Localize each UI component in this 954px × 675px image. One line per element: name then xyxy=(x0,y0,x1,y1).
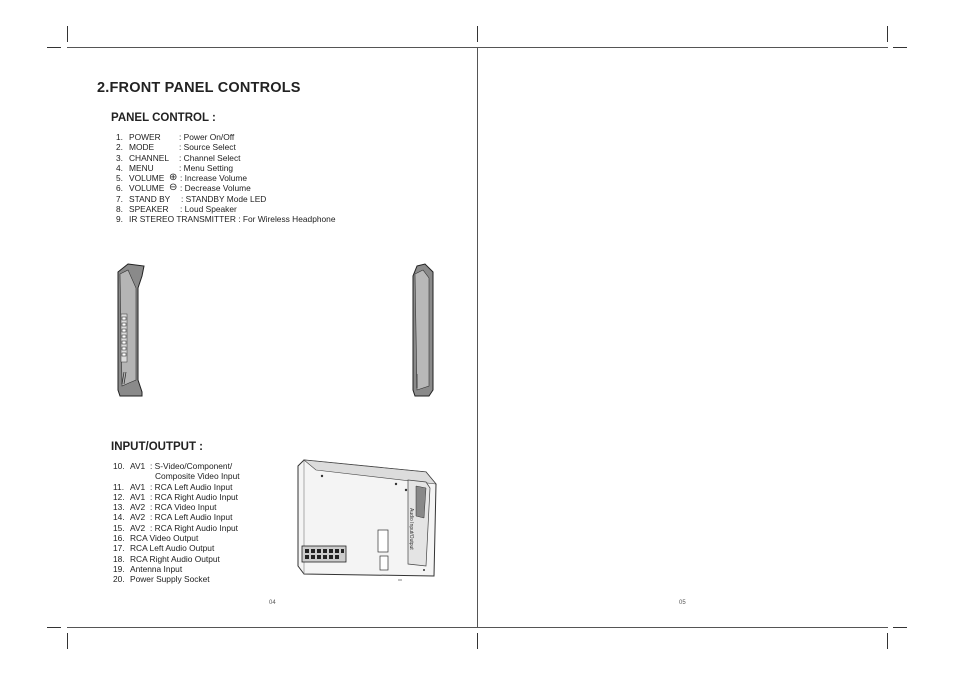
device-label: Audio Input/Output xyxy=(408,508,414,550)
item-name: MODE xyxy=(129,142,155,153)
list-item xyxy=(116,153,416,163)
page-title: 2.FRONT PANEL CONTROLS xyxy=(97,80,301,96)
item-number: 20. xyxy=(113,574,125,585)
item-number: 4. xyxy=(116,162,123,173)
crop-mark xyxy=(887,26,888,42)
list-item xyxy=(113,471,293,481)
item-name: IR STEREO TRANSMITTER : For Wireless Headphone xyxy=(129,214,336,225)
volume-down-icon: ⊖ xyxy=(169,182,178,194)
list-item xyxy=(113,574,293,584)
item-name: POWER xyxy=(129,132,161,142)
list-item xyxy=(113,543,293,553)
item-name: CHANNEL xyxy=(129,152,170,163)
crop-mark xyxy=(887,633,888,649)
list-item xyxy=(116,194,416,204)
crop-mark xyxy=(67,26,68,42)
item-number: 18. xyxy=(113,553,125,564)
list-item xyxy=(116,204,416,214)
item-name: AV1 xyxy=(130,461,146,471)
list-item xyxy=(113,533,293,543)
item-desc: : Menu Setting xyxy=(179,162,234,173)
list-item xyxy=(113,492,293,502)
item-name: Antenna Input xyxy=(130,563,183,574)
item-desc: : RCA Right Audio Input xyxy=(150,491,238,502)
tv-left-side-illustration xyxy=(112,262,148,398)
item-number: 7. xyxy=(116,193,123,204)
item-name: AV1 xyxy=(130,481,146,492)
crop-mark xyxy=(67,633,68,649)
item-desc: : RCA Right Audio Input xyxy=(150,522,238,533)
item-desc-continued: Composite Video Input xyxy=(155,471,240,482)
item-number: 11. xyxy=(113,481,125,492)
item-desc: : RCA Left Audio Input xyxy=(150,481,233,492)
list-item xyxy=(116,214,416,224)
list-item xyxy=(113,554,293,564)
item-name: Power Supply Socket xyxy=(130,574,210,585)
list-item xyxy=(113,502,293,512)
list-item xyxy=(116,132,416,142)
item-number: 17. xyxy=(113,543,125,554)
item-number: 10. xyxy=(113,461,125,471)
item-number: 12. xyxy=(113,491,125,502)
tv-back-panel-illustration xyxy=(296,456,440,586)
item-name: RCA Right Audio Output xyxy=(130,553,220,564)
volume-up-icon: ⊕ xyxy=(169,172,178,184)
item-number: 8. xyxy=(116,204,123,215)
item-desc: : Loud Speaker xyxy=(180,204,237,215)
item-number: 6. xyxy=(116,183,123,194)
crop-mark xyxy=(893,47,907,48)
crop-mark xyxy=(47,47,61,48)
list-item xyxy=(116,163,416,173)
list-item xyxy=(116,142,416,152)
item-name: RCA Video Output xyxy=(130,533,199,544)
tv-right-side-illustration xyxy=(409,262,437,398)
item-name: AV2 xyxy=(130,502,146,513)
item-desc: : RCA Video Input xyxy=(150,502,217,513)
panel-control-list xyxy=(116,132,416,225)
page-number-right: 05 xyxy=(679,600,686,606)
list-item xyxy=(113,523,293,533)
item-number: 2. xyxy=(116,142,123,153)
page-number-left: 04 xyxy=(269,600,276,606)
item-desc: : Channel Select xyxy=(179,152,241,163)
item-number: 14. xyxy=(113,512,125,523)
item-name: SPEAKER xyxy=(129,204,169,215)
list-item xyxy=(113,512,293,522)
list-item xyxy=(113,564,293,574)
item-number: 13. xyxy=(113,502,125,513)
crop-mark xyxy=(477,633,478,649)
item-desc: : STANDBY Mode LED xyxy=(181,193,267,204)
item-number: 19. xyxy=(113,563,125,574)
item-name: AV1 xyxy=(130,491,146,502)
item-number: 9. xyxy=(116,214,123,225)
input-output-list xyxy=(113,461,293,585)
item-name: VOLUME xyxy=(129,183,165,194)
item-name: STAND BY xyxy=(129,193,171,204)
item-name: MENU xyxy=(129,162,154,173)
item-desc: : Decrease Volume xyxy=(180,183,251,194)
item-desc: : RCA Left Audio Input xyxy=(150,512,233,523)
page-divider xyxy=(477,47,478,628)
crop-mark xyxy=(893,627,907,628)
item-number: 5. xyxy=(116,173,123,184)
item-desc: : Source Select xyxy=(179,142,236,153)
list-item xyxy=(113,461,293,471)
item-number: 15. xyxy=(113,522,125,533)
item-name: AV2 xyxy=(130,522,146,533)
item-name: VOLUME xyxy=(129,173,165,184)
crop-mark xyxy=(477,26,478,42)
item-number: 1. xyxy=(116,132,123,142)
list-item xyxy=(116,173,416,183)
item-desc: : Power On/Off xyxy=(179,132,235,142)
item-desc: : S-Video/Component/ xyxy=(150,461,233,471)
list-item xyxy=(113,482,293,492)
item-number: 16. xyxy=(113,533,125,544)
panel-control-heading: PANEL CONTROL : xyxy=(111,112,216,124)
crop-mark xyxy=(47,627,61,628)
item-name: AV2 xyxy=(130,512,146,523)
item-name: RCA Left Audio Output xyxy=(130,543,215,554)
input-output-heading: INPUT/OUTPUT : xyxy=(111,441,203,453)
list-item xyxy=(116,183,416,193)
item-desc: : Increase Volume xyxy=(180,173,248,184)
item-number: 3. xyxy=(116,152,123,163)
